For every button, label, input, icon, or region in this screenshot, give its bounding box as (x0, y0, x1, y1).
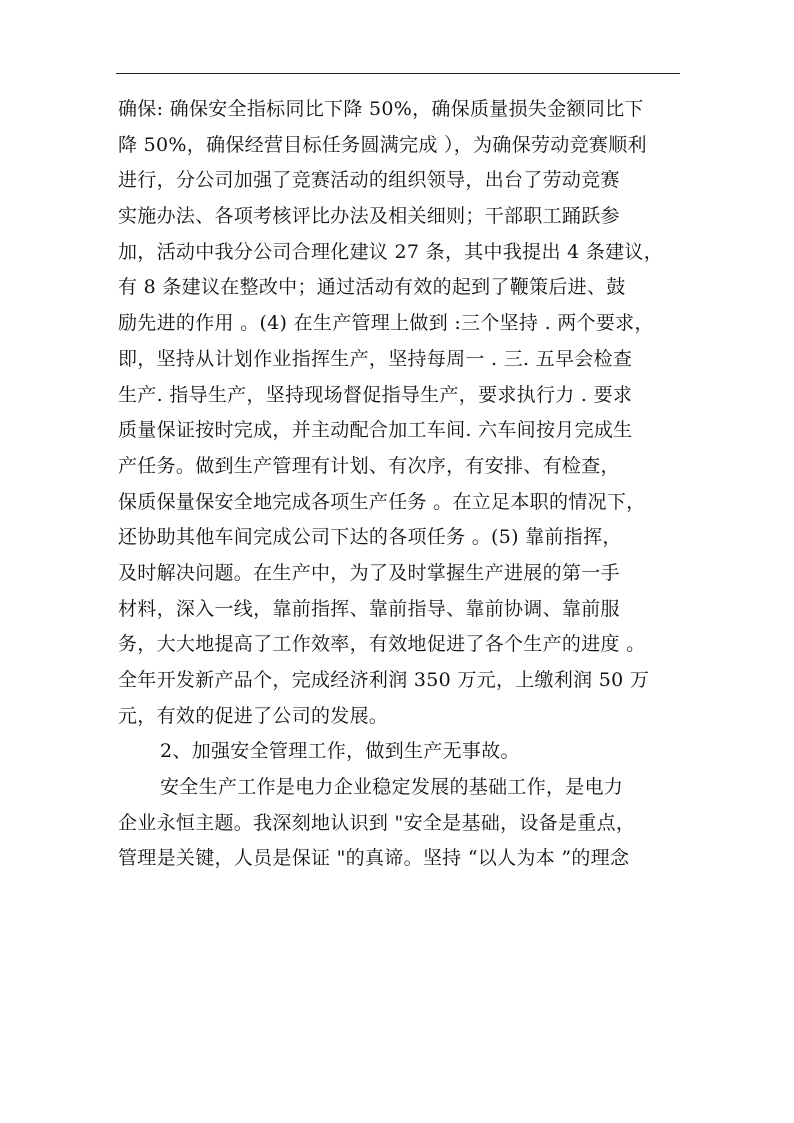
text-line: 全年开发新产品个，完成经济利润 350 万元，上缴利润 50 万 (118, 669, 650, 691)
text-line: 安全生产工作是电力企业稳定发展的基础工作，是电力 (160, 776, 624, 799)
text-line: 实施办法、各项考核评比办法及相关细则；干部职工踊跃参 (118, 205, 620, 228)
document-body (118, 92, 680, 877)
text-line: 材料，深入一线，靠前指挥、靠前指导、靠前协调、靠前服 (118, 597, 620, 620)
text-line: 及时解决问题。在生产中，为了及时掌握生产进展的第一手 (118, 561, 620, 584)
text-line: 质量保证按时完成，并主动配合加工车间. 六车间按月完成生 (118, 419, 633, 442)
text-line: 即，坚持从计划作业指挥生产，坚持每周一 . 三. 五早会检查 (118, 347, 633, 370)
text-line: 确保: 确保安全指标同比下降 50%，确保质量损失金额同比下 (118, 98, 644, 120)
text-line: 务，大大地提高了工作效率，有效地促进了各个生产的进度 。 (118, 633, 646, 656)
text-line: 保质保量保安全地完成各项生产任务 。在立足本职的情况下， (118, 490, 646, 513)
text-line: 生产. 指导生产，坚持现场督促指导生产，要求执行力 . 要求 (118, 383, 633, 406)
text-line: 加，活动中我分公司合理化建议 27 条，其中我提出 4 条建议， (118, 240, 664, 263)
text-line: 企业永恒主题。我深刻地认识到 "安全是基础，设备是重点， (118, 811, 636, 834)
text-line: 有 8 条建议在整改中；通过活动有效的起到了鞭策后进、鼓 (118, 276, 626, 299)
text-line: 元，有效的促进了公司的发展。 (118, 704, 389, 727)
section-heading: 2、加强安全管理工作，做到生产无事故。 (160, 740, 520, 763)
text-line: 进行，分公司加强了竞赛活动的组织领导，出台了劳动竞赛 (118, 169, 620, 192)
text-line: 产任务。做到生产管理有计划、有次序，有安排、有检查， (118, 454, 620, 477)
text-line: 管理是关键，人员是保证 "的真谛。坚持 “以人为本 ”的理念 (118, 847, 630, 870)
header-rule (116, 73, 680, 74)
text-line: 还协助其他车间完成公司下达的各项任务 。(5) 靠前指挥， (118, 526, 622, 549)
text-line: 励先进的作用 。(4) 在生产管理上做到 :三个坚持 . 两个要求， (118, 312, 654, 335)
text-line: 降 50%，确保经营目标任务圆满完成 ），为确保劳动竞赛顺利 (118, 133, 647, 156)
